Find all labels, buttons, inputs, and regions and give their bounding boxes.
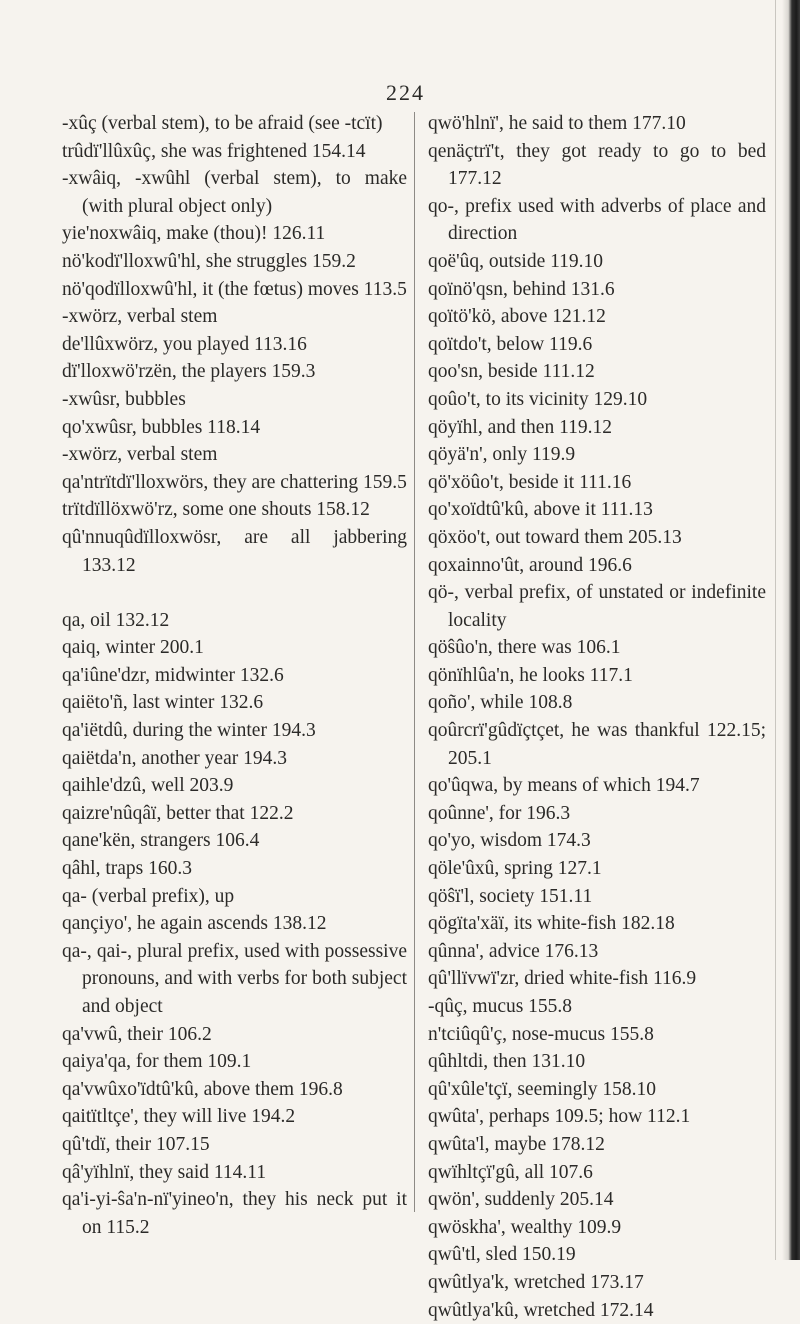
dictionary-entry: qaiya'qa, for them 109.1 <box>62 1051 252 1073</box>
dictionary-entry: qoûnne', for 196.3 <box>428 802 571 824</box>
dictionary-entry: qö-, verbal prefix, of unstated or indefinite locality <box>428 582 766 631</box>
dictionary-entry: -xwâiq, -xwûhl (verbal stem), to make (with plural object only) <box>62 168 407 217</box>
dictionary-entry: qane'kën, strangers 106.4 <box>62 830 260 852</box>
dictionary-entry: qo'yo, wisdom 174.3 <box>428 830 591 852</box>
dictionary-entry: qa, oil 132.12 <box>62 609 170 631</box>
dictionary-entry: qaizre'nûqâï, better that 122.2 <box>62 802 294 824</box>
dictionary-entry: n'tciûqû'ç, nose-mucus 155.8 <box>428 1023 654 1045</box>
page-edge-line <box>775 0 776 1260</box>
dictionary-entry: qöyä'n', only 119.9 <box>428 444 576 466</box>
dictionary-entry: qa'iëtdû, during the winter 194.3 <box>62 720 316 742</box>
dictionary-entry: qwöskha', wealthy 109.9 <box>428 1216 622 1238</box>
dictionary-entry: -xwörz, verbal stem <box>62 306 218 328</box>
dictionary-entry: qwön', suddenly 205.14 <box>428 1189 614 1211</box>
dictionary-entry: -xûç (verbal stem), to be afraid (see -tcït) <box>62 113 383 134</box>
dictionary-entry: -qûç, mucus 155.8 <box>428 996 573 1017</box>
dictionary-entry: qoïnö'qsn, behind 131.6 <box>428 278 615 300</box>
dictionary-entry: qwûtlya'kû, wretched 172.14 <box>428 1299 654 1321</box>
dictionary-entry: qo'ûqwa, by means of which 194.7 <box>428 775 700 797</box>
dictionary-entry: qaiëto'ñ, last winter 132.6 <box>62 692 264 714</box>
dictionary-entry: qwûtlya'k, wretched 173.17 <box>428 1271 644 1293</box>
dictionary-entry: qançiyo', he again ascends 138.12 <box>62 913 327 935</box>
dictionary-entry: yie'noxwâiq, make (thou)! 126.11 <box>62 223 326 245</box>
dictionary-entry: qa-, qai-, plural prefix, used with possessive pronouns, and with verbs for both subject and object <box>62 940 407 1017</box>
dictionary-entry: -xwörz, verbal stem <box>62 444 218 466</box>
dictionary-entry: qwû'tl, sled 150.19 <box>428 1244 576 1266</box>
dictionary-entry: dï'lloxwö'rzën, the players 159.3 <box>62 361 316 383</box>
dictionary-entry: qû'llïvwï'zr, dried white-fish 116.9 <box>428 968 697 990</box>
column-divider <box>414 112 415 1212</box>
dictionary-entry: qoûrcrï'gûdïçtçet, he was thankful 122.15; 205.1 <box>428 720 766 769</box>
dictionary-entry: qwûta'l, maybe 178.12 <box>428 1133 605 1155</box>
dictionary-entry: qa'i-yi-ŝa'n-nï'yineo'n, they his neck put it on 115.2 <box>62 1189 407 1238</box>
dictionary-entry: qo'xoïdtû'kû, above it 111.13 <box>428 499 653 521</box>
dictionary-entry: qöle'ûxû, spring 127.1 <box>428 858 602 880</box>
dictionary-entry: qa'iûne'dzr, midwinter 132.6 <box>62 664 284 686</box>
dictionary-entry: qo-, prefix used with adverbs of place and direction <box>428 195 766 245</box>
dictionary-entry: qoño', while 108.8 <box>428 692 573 714</box>
dictionary-entry: qwûta', perhaps 109.5; how 112.1 <box>428 1106 691 1128</box>
dictionary-entry: qöŝï'l, society 151.11 <box>428 885 593 907</box>
dictionary-entry: qoïtö'kö, above 121.12 <box>428 306 606 328</box>
dictionary-entry: qöxöo't, out toward them 205.13 <box>428 526 682 548</box>
dictionary-entry: qöyïhl, and then 119.12 <box>428 416 612 438</box>
dictionary-entry: qûnna', advice 176.13 <box>428 940 599 962</box>
dictionary-entry: qöŝûo'n, there was 106.1 <box>428 637 621 659</box>
right-column <box>428 110 766 1324</box>
dictionary-entry: qaiq, winter 200.1 <box>62 637 204 659</box>
dictionary-entry: nö'qodïlloxwû'hl, it (the fœtus) moves 113.5 <box>62 278 407 300</box>
dictionary-entry: qoûo't, to its vicinity 129.10 <box>428 388 648 410</box>
dictionary-entry: -xwûsr, bubbles <box>62 388 186 410</box>
dictionary-entry: qa'vwûxo'ïdtû'kû, above them 196.8 <box>62 1078 343 1100</box>
dictionary-entry: qwö'hlnï', he said to them 177.10 <box>428 113 686 134</box>
dictionary-entry: qwïhltçï'gû, all 107.6 <box>428 1161 593 1183</box>
entry-spacer <box>62 579 407 607</box>
dictionary-entry: qoo'sn, beside 111.12 <box>428 361 595 383</box>
dictionary-entry: qögïta'xäï, its white-fish 182.18 <box>428 913 675 935</box>
dictionary-entry: qaitïtltçe', they will live 194.2 <box>62 1106 296 1128</box>
dictionary-entry: de'llûxwörz, you played 113.16 <box>62 333 307 355</box>
page-edge-shadow <box>782 0 800 1260</box>
dictionary-entry: qoë'ûq, outside 119.10 <box>428 250 604 272</box>
dictionary-entry: qûhltdi, then 131.10 <box>428 1051 586 1073</box>
dictionary-entry: trïtdïllöxwö'rz, some one shouts 158.12 <box>62 499 370 521</box>
dictionary-entry: qa- (verbal prefix), up <box>62 885 235 907</box>
dictionary-entry: qâhl, traps 160.3 <box>62 858 192 880</box>
dictionary-entry: qa'ntrïtdï'lloxwörs, they are chattering 159.5 <box>62 471 407 493</box>
dictionary-entry: qû'tdï, their 107.15 <box>62 1133 210 1155</box>
dictionary-entry: qo'xwûsr, bubbles 118.14 <box>62 416 261 438</box>
dictionary-entry: trûdï'llûxûç, she was frightened 154.14 <box>62 140 366 162</box>
dictionary-entry: qö'xöûo't, beside it 111.16 <box>428 471 632 493</box>
dictionary-entry: qâ'yïhlnï, they said 114.11 <box>62 1161 267 1183</box>
dictionary-entry: qû'nnuqûdïlloxwösr, are all jabbering 133.12 <box>62 526 407 576</box>
left-column <box>62 110 407 1241</box>
dictionary-entry: qoïtdo't, below 119.6 <box>428 333 593 355</box>
dictionary-entry: qoxainno'ût, around 196.6 <box>428 554 632 576</box>
dictionary-entry: qaihle'dzû, well 203.9 <box>62 775 234 797</box>
dictionary-entry: qû'xûle'tçï, seemingly 158.10 <box>428 1078 656 1100</box>
dictionary-entry: nö'kodï'lloxwû'hl, she struggles 159.2 <box>62 250 356 272</box>
dictionary-entry: qönïhlûa'n, he looks 117.1 <box>428 664 633 686</box>
page-number: 224 <box>386 80 425 105</box>
dictionary-entry: qa'vwû, their 106.2 <box>62 1023 212 1045</box>
dictionary-entry: qenäçtrï't, they got ready to go to bed 177.12 <box>428 140 766 190</box>
dictionary-entry: qaiëtda'n, another year 194.3 <box>62 747 287 769</box>
